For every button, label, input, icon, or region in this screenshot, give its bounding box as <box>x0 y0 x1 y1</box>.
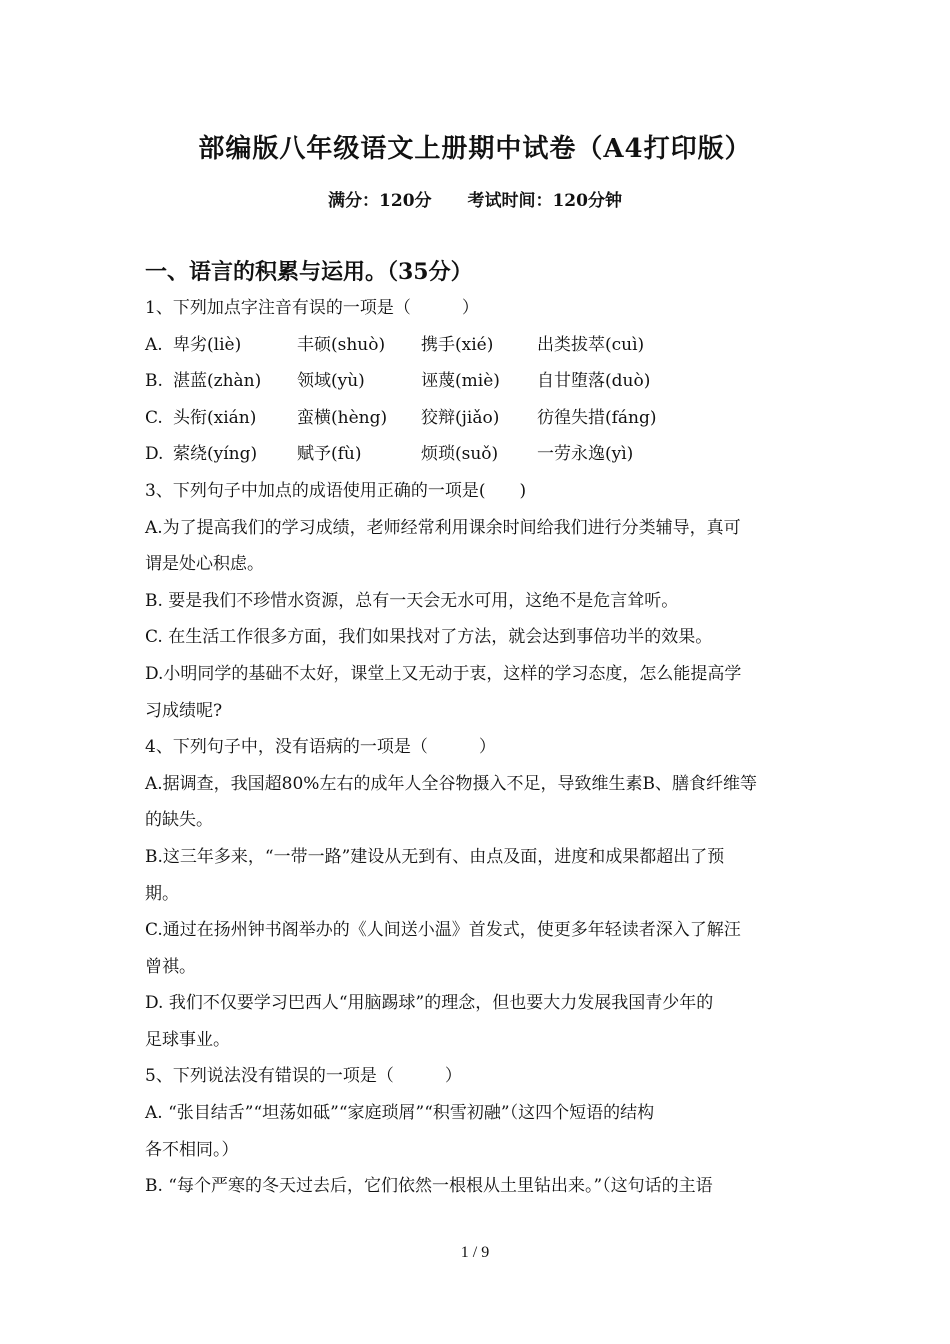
option-word: 诬蔑(miè) <box>421 371 500 392</box>
option-word: 烦琐(suǒ) <box>421 444 499 465</box>
option-word: 领域(yù) <box>297 371 365 392</box>
question-3-option-a-cont: 谓是处心积虑。 <box>145 554 264 575</box>
full-score: 满分：120分 <box>328 191 432 211</box>
question-4-stem: 4、下列句子中，没有语病的一项是（ ） <box>145 737 496 758</box>
option-label: C. <box>145 407 163 428</box>
question-1-option-c <box>145 400 810 437</box>
page-number: 1 / 9 <box>460 1244 490 1261</box>
question-3-option-a: A.为了提高我们的学习成绩，老师经常利用课余时间给我们进行分类辅导，真可 <box>145 517 741 538</box>
question-4-option-a: A.据调查，我国超80%左右的成年人全谷物摄入不足，导致维生素B、膳食纤维等 <box>145 773 757 794</box>
question-5-stem: 5、下列说法没有错误的一项是（ ） <box>145 1066 462 1087</box>
option-label: D. <box>145 444 164 465</box>
question-4-option-b-cont: 期。 <box>145 883 179 904</box>
question-1-option-d <box>145 436 810 473</box>
question-4-option-a-cont: 的缺失。 <box>145 810 213 831</box>
question-5-option-b: B. “每个严寒的冬天过去后，它们依然一根根从土里钻出来。”（这句话的主语 <box>145 1176 713 1197</box>
option-word: 一劳永逸(yì) <box>537 444 634 465</box>
option-word: 出类拔萃(cuì) <box>537 334 645 355</box>
question-3-option-b: B. 要是我们不珍惜水资源，总有一天会无水可用，这绝不是危言耸听。 <box>145 590 679 611</box>
exam-info <box>0 186 950 211</box>
option-word: 赋予(fù) <box>297 444 362 465</box>
question-4-option-b: B.这三年多来，“一带一路”建设从无到有、由点及面，进度和成果都超出了预 <box>145 846 725 867</box>
question-3-option-d: D.小明同学的基础不太好，课堂上又无动于衷，这样的学习态度，怎么能提高学 <box>145 663 742 684</box>
question-5-option-a-cont: 各不相同。） <box>145 1139 239 1160</box>
option-word: 卑劣(liè) <box>173 334 242 355</box>
option-label: B. <box>145 371 163 392</box>
question-1-option-b <box>145 363 810 400</box>
exam-time: 考试时间：120分钟 <box>467 191 622 211</box>
option-word: 头衔(xián) <box>173 407 257 428</box>
question-4-option-c-cont: 曾祺。 <box>145 956 196 977</box>
exam-body <box>145 254 810 1205</box>
option-word: 丰硕(shuò) <box>297 334 386 355</box>
question-1-stem: 1、下列加点字注音有误的一项是（ ） <box>145 298 479 318</box>
question-4-option-c: C.通过在扬州钟书阁举办的《人间送小温》首发式，使更多年轻读者深入了解汪 <box>145 920 741 941</box>
page-title: 部编版八年级语文上册期中试卷（A4打印版） <box>198 134 752 164</box>
option-word: 彷徨失措(fáng) <box>537 407 657 428</box>
question-4-option-d: D. 我们不仅要学习巴西人“用脑踢球”的理念，但也要大力发展我国青少年的 <box>145 993 714 1014</box>
question-3-option-c: C. 在生活工作很多方面，我们如果找对了方法，就会达到事倍功半的效果。 <box>145 627 713 648</box>
section-heading: 一、语言的积累与运用。（35分） <box>145 259 473 285</box>
option-word: 蛮横(hèng) <box>297 407 388 428</box>
question-4-option-d-cont: 足球事业。 <box>145 1029 230 1050</box>
option-word: 携手(xié) <box>421 334 494 355</box>
option-word: 狡辩(jiǎo) <box>421 407 500 428</box>
question-3-stem: 3、下列句子中加点的成语使用正确的一项是( ) <box>145 480 527 501</box>
question-5-option-a: A. “张目结舌”“坦荡如砥”“家庭琐屑”“积雪初融”（这四个短语的结构 <box>145 1103 655 1124</box>
option-word: 萦绕(yíng) <box>173 444 258 465</box>
option-word: 自甘堕落(duò) <box>537 371 651 392</box>
question-3-option-d-cont: 习成绩呢? <box>145 700 223 721</box>
option-label: A. <box>145 334 163 355</box>
option-word: 湛蓝(zhàn) <box>173 371 262 392</box>
question-1-option-a <box>145 327 810 364</box>
